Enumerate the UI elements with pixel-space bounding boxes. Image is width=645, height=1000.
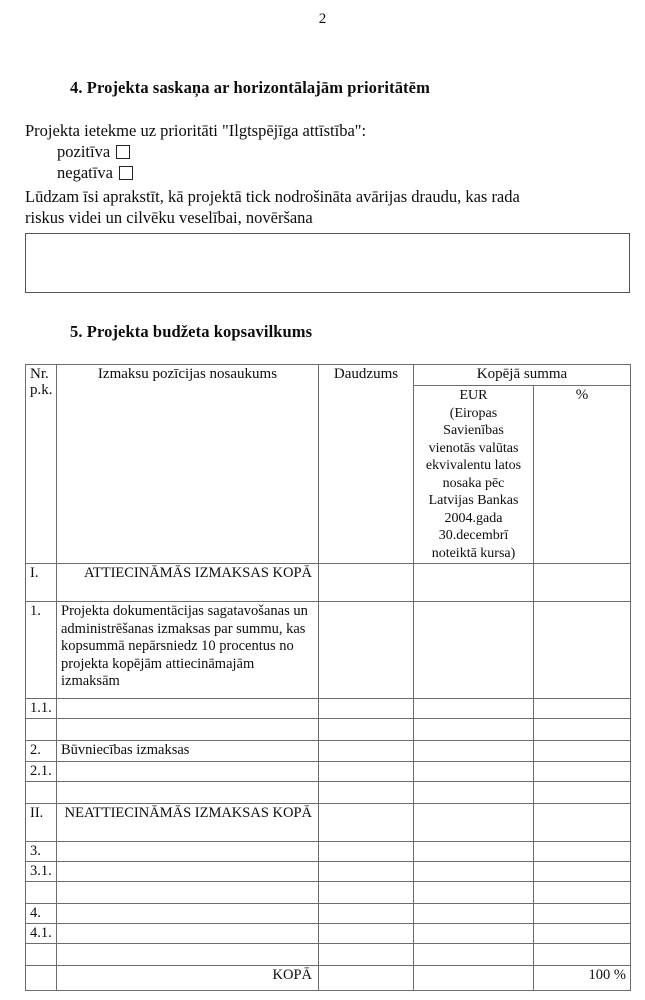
cell-position-name: Būvniecības izmaksas bbox=[57, 741, 319, 762]
cell-pct[interactable] bbox=[534, 781, 631, 803]
cell-eur[interactable] bbox=[414, 719, 534, 741]
cell-total-percent: 100 % bbox=[534, 965, 631, 990]
header-eur-line-8: 30.decembrī bbox=[438, 528, 509, 543]
budget-table-head bbox=[26, 365, 631, 564]
cell-qty[interactable] bbox=[319, 741, 414, 762]
cell-position-name: Projekta dokumentācijas sagatavošanas un administrēšanas izmaksas par summu, kas kopsummā nepārsniedz 10 procentus no projekta kopējām attiecināmajām izmaksām bbox=[57, 602, 319, 699]
header-eur-line-3: vienotās valūtas bbox=[428, 440, 519, 456]
table-row bbox=[26, 699, 631, 719]
cell-qty[interactable] bbox=[319, 564, 414, 602]
cell-position-name: NEATTIECINĀMĀS IZMAKSAS KOPĀ bbox=[57, 803, 319, 841]
cell-eur[interactable] bbox=[414, 943, 534, 965]
page-number: 2 bbox=[318, 11, 327, 27]
header-eur-line-1: (Eiropas bbox=[449, 405, 498, 421]
document-content bbox=[0, 30, 645, 342]
cell-nr bbox=[26, 719, 57, 741]
cell-nr: 3.1. bbox=[26, 861, 57, 881]
cell-eur[interactable] bbox=[414, 803, 534, 841]
cell-eur[interactable] bbox=[414, 903, 534, 923]
cell-eur[interactable] bbox=[414, 881, 534, 903]
budget-table-container bbox=[0, 364, 645, 991]
table-row bbox=[26, 923, 631, 943]
instruction-line-1: Lūdzam īsi aprakstīt, kā projektā tick nodrošināta avārijas draudu, kas rada bbox=[25, 187, 520, 206]
cell-nr: 2.1. bbox=[26, 761, 57, 781]
cell-eur[interactable] bbox=[414, 861, 534, 881]
cell-qty[interactable] bbox=[319, 881, 414, 903]
cell-eur[interactable] bbox=[414, 699, 534, 719]
cell-pct[interactable] bbox=[534, 943, 631, 965]
header-eur-line-5: nosaka pēc bbox=[442, 475, 505, 491]
header-eur-line-7: 2004.gada bbox=[444, 510, 503, 526]
budget-summary-table bbox=[25, 364, 631, 991]
cell-nr: 1.1. bbox=[26, 699, 57, 719]
cell-qty[interactable] bbox=[319, 761, 414, 781]
header-cell-eur bbox=[414, 386, 534, 564]
cell-qty[interactable] bbox=[319, 781, 414, 803]
cell-qty[interactable] bbox=[319, 965, 414, 990]
cell-position-name bbox=[57, 719, 319, 741]
table-row bbox=[26, 781, 631, 803]
header-nr-line-1: Nr. bbox=[30, 366, 49, 382]
cell-nr: 2. bbox=[26, 741, 57, 762]
cell-position-name bbox=[57, 903, 319, 923]
cell-eur[interactable] bbox=[414, 923, 534, 943]
cell-pct[interactable] bbox=[534, 719, 631, 741]
header-cell-quantity: Daudzums bbox=[319, 365, 414, 564]
cell-pct[interactable] bbox=[534, 564, 631, 602]
cell-pct[interactable] bbox=[534, 741, 631, 762]
cell-nr: 4.1. bbox=[26, 923, 57, 943]
cell-eur[interactable] bbox=[414, 965, 534, 990]
cell-qty[interactable] bbox=[319, 699, 414, 719]
cell-nr: 4. bbox=[26, 903, 57, 923]
checkbox-negative[interactable] bbox=[119, 166, 133, 180]
cell-nr bbox=[26, 781, 57, 803]
cell-qty[interactable] bbox=[319, 903, 414, 923]
header-cell-nr bbox=[26, 365, 57, 564]
instruction-line-2: riskus videi un cilvēku veselībai, novēršana bbox=[25, 208, 313, 227]
table-row bbox=[26, 903, 631, 923]
cell-eur[interactable] bbox=[414, 761, 534, 781]
table-row bbox=[26, 803, 631, 841]
cell-pct[interactable] bbox=[534, 903, 631, 923]
cell-qty[interactable] bbox=[319, 923, 414, 943]
cell-nr: 1. bbox=[26, 602, 57, 699]
checkbox-positive[interactable] bbox=[116, 145, 130, 159]
instruction-paragraph bbox=[25, 183, 630, 228]
cell-position-name bbox=[57, 881, 319, 903]
option-label-negative: negatīva bbox=[57, 163, 113, 182]
cell-pct[interactable] bbox=[534, 881, 631, 903]
table-row bbox=[26, 602, 631, 699]
header-eur-line-6: Latvijas Bankas bbox=[428, 493, 519, 508]
cell-eur[interactable] bbox=[414, 841, 534, 861]
cell-position-name bbox=[57, 781, 319, 803]
table-header-row-group bbox=[26, 365, 631, 386]
cell-position-name: ATTIECINĀMĀS IZMAKSAS KOPĀ bbox=[57, 564, 319, 602]
cell-qty[interactable] bbox=[319, 803, 414, 841]
table-row bbox=[26, 841, 631, 861]
budget-table-body bbox=[26, 564, 631, 991]
header-eur-line-4: ekvivalentu latos bbox=[425, 458, 522, 473]
cell-qty[interactable] bbox=[319, 719, 414, 741]
cell-nr: 3. bbox=[26, 841, 57, 861]
cell-position-name bbox=[57, 861, 319, 881]
priority-intro-text: Projekta ietekme uz prioritāti "Ilgtspējīga attīstība": bbox=[25, 121, 367, 140]
cell-pct[interactable] bbox=[534, 602, 631, 699]
header-eur-line-9: noteiktā kursa) bbox=[431, 545, 516, 561]
option-label-positive: pozitīva bbox=[57, 142, 111, 161]
header-cell-name: Izmaksu pozīcijas nosaukums bbox=[57, 365, 319, 564]
table-row bbox=[26, 719, 631, 741]
cell-qty[interactable] bbox=[319, 861, 414, 881]
table-row bbox=[26, 564, 631, 602]
cell-nr bbox=[26, 965, 57, 990]
cell-pct[interactable] bbox=[534, 861, 631, 881]
cell-position-name bbox=[57, 943, 319, 965]
cell-pct[interactable] bbox=[534, 761, 631, 781]
cell-position-name bbox=[57, 699, 319, 719]
section-4-heading: 4. Projekta saskaņa ar horizontālajām prioritātēm bbox=[70, 78, 430, 97]
cell-pct[interactable] bbox=[534, 923, 631, 943]
option-row-positive[interactable] bbox=[25, 141, 630, 162]
header-cell-percent: % bbox=[534, 386, 631, 564]
cell-qty[interactable] bbox=[319, 602, 414, 699]
cell-eur[interactable] bbox=[414, 781, 534, 803]
table-row bbox=[26, 881, 631, 903]
cell-nr bbox=[26, 881, 57, 903]
cell-position-name bbox=[57, 761, 319, 781]
header-nr-line-2: p.k. bbox=[30, 382, 53, 398]
table-row bbox=[26, 761, 631, 781]
cell-eur[interactable] bbox=[414, 741, 534, 762]
header-cell-total-amount: Kopējā summa bbox=[414, 365, 631, 386]
cell-position-name bbox=[57, 923, 319, 943]
cell-qty[interactable] bbox=[319, 943, 414, 965]
header-eur-line-2: Savienības bbox=[443, 423, 504, 438]
cell-total-label: KOPĀ bbox=[57, 965, 319, 990]
cell-eur[interactable] bbox=[414, 564, 534, 602]
table-row bbox=[26, 741, 631, 762]
table-row bbox=[26, 861, 631, 881]
option-row-negative[interactable] bbox=[25, 162, 630, 183]
cell-nr bbox=[26, 943, 57, 965]
cell-pct[interactable] bbox=[534, 699, 631, 719]
free-text-answer-box[interactable] bbox=[25, 233, 630, 293]
cell-pct[interactable] bbox=[534, 803, 631, 841]
table-total-row bbox=[26, 965, 631, 990]
cell-position-name bbox=[57, 841, 319, 861]
cell-nr: I. bbox=[26, 564, 57, 602]
table-row bbox=[26, 943, 631, 965]
cell-pct[interactable] bbox=[534, 841, 631, 861]
cell-eur[interactable] bbox=[414, 602, 534, 699]
cell-nr: II. bbox=[26, 803, 57, 841]
section-5-heading: 5. Projekta budžeta kopsavilkums bbox=[70, 322, 313, 341]
header-eur-line-0: EUR bbox=[459, 388, 488, 403]
cell-qty[interactable] bbox=[319, 841, 414, 861]
